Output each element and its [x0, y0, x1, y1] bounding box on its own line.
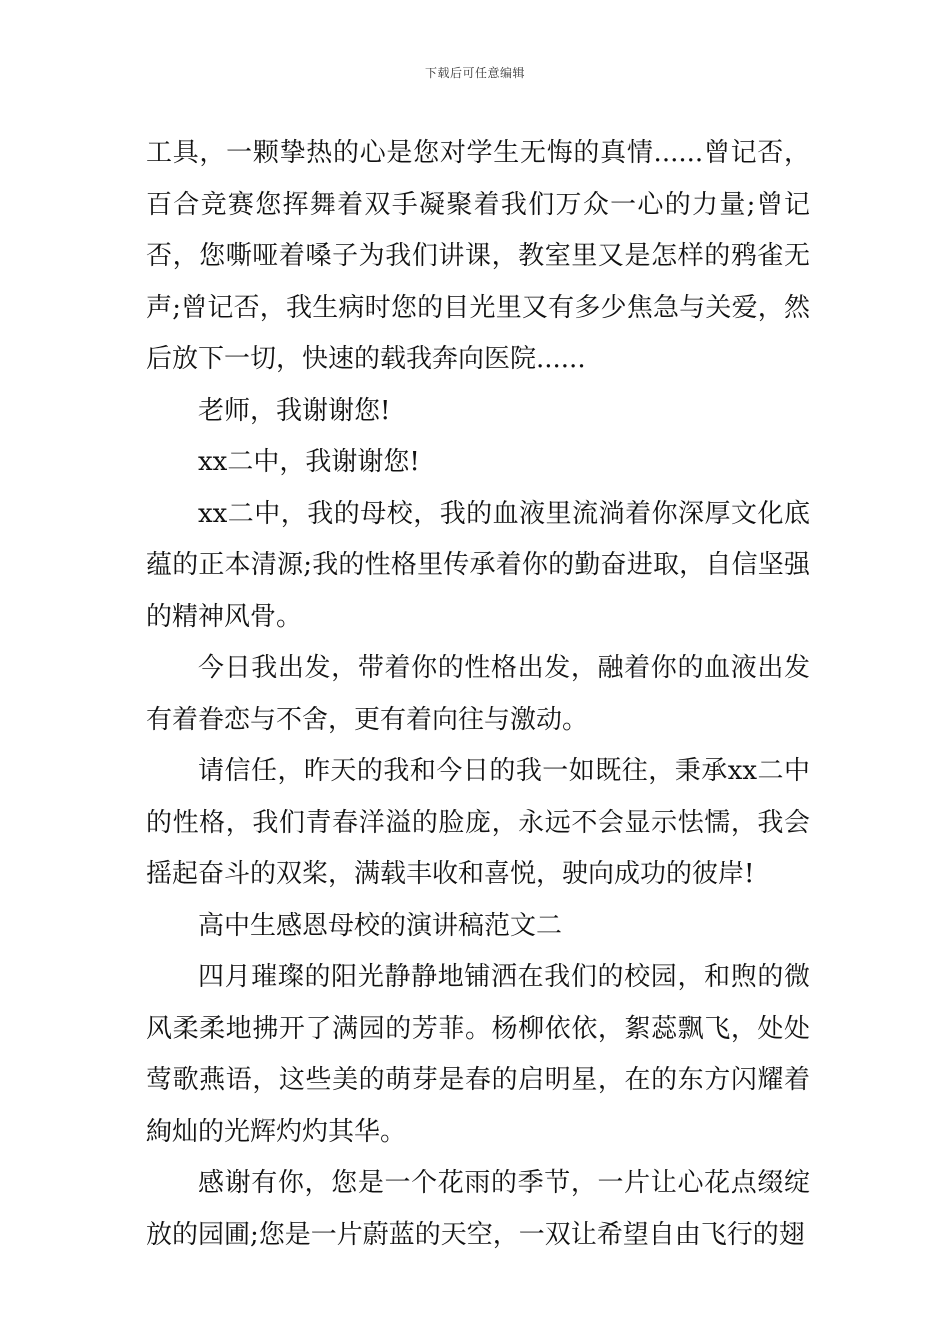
- document-body: [146, 128, 810, 1261]
- section-title: 高中生感恩母校的演讲稿范文二: [198, 910, 563, 941]
- paragraph-continuation: 工具，一颗挚热的心是您对学生无悔的真情......曾记否，百合竞赛您挥舞着双手凝聚着我们万众一心的力量;曾记否，您嘶哑着嗓子为我们讲课，教室里又是怎样的鸦雀无声;曾记否，我生病时您的目光里又有多少焦急与关爱，然后放下一切，快速的载我奔向医院......: [146, 138, 810, 374]
- paragraph: 老师，我谢谢您!: [198, 395, 391, 426]
- paragraph: 感谢有你，您是一个花雨的季节，一片让心花点缀绽放的园圃;您是一片蔚蓝的天空，一双让希望自由飞行的翅: [146, 1168, 810, 1250]
- paragraph: 四月璀璨的阳光静静地铺洒在我们的校园，和煦的微风柔柔地拂开了满园的芳菲。杨柳依依，絮蕊飘飞，处处莺歌燕语，这些美的萌芽是春的启明星，在的东方闪耀着絢灿的光辉灼灼其华。: [146, 962, 810, 1147]
- paragraph: xx二中，我谢谢您!: [198, 447, 420, 477]
- paragraph: 今日我出发，带着你的性格出发，融着你的血液出发有着眷恋与不舍，更有着向往与激动。: [146, 653, 810, 735]
- paragraph: xx二中，我的母校，我的血液里流淌着你深厚文化底蕴的正本清源;我的性格里传承着你的勤奋进取，自信坚强的精神风骨。: [146, 498, 810, 632]
- paragraph: 请信任，昨天的我和今日的我一如既往，秉承xx二中的性格，我们青春洋溢的脸庞，永远不会显示怯懦，我会摇起奋斗的双桨，满载丰收和喜悦，驶向成功的彼岸!: [146, 756, 810, 889]
- page-header: 下载后可任意编辑: [424, 66, 525, 80]
